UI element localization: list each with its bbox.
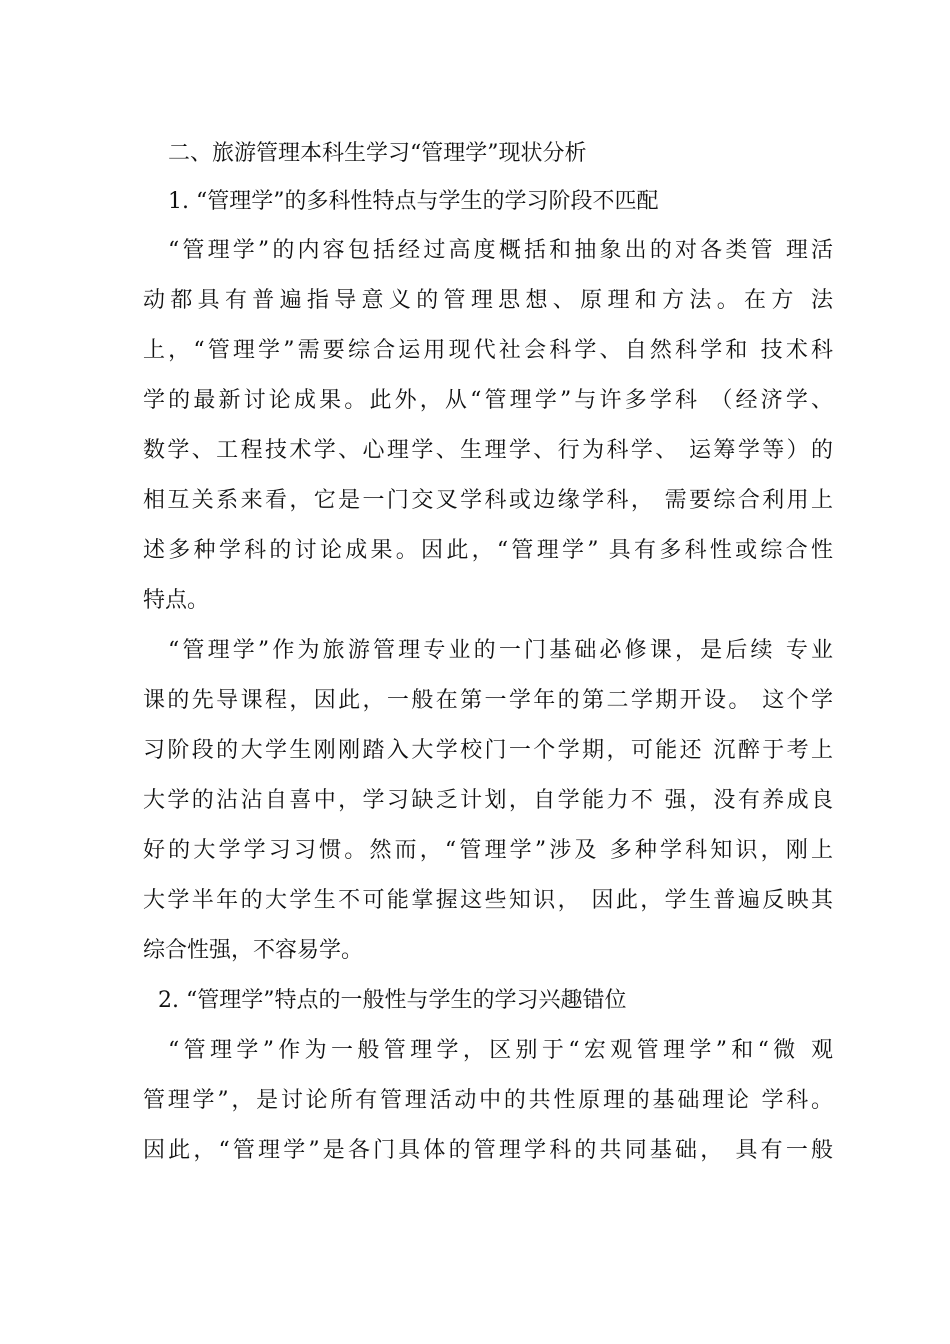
paragraph-2-line: 课的先导课程，因此，一般在第一学年的第二学期开设。 这个学 xyxy=(143,688,833,713)
paragraph-1-line: 动都具有普遍指导意义的管理思想、原理和方法。在方 法 xyxy=(143,288,833,313)
paragraph-1-line: 数学、工程技术学、心理学、生理学、行为科学、 运筹学等）的 xyxy=(143,438,833,463)
paragraph-1-line: 特点。 xyxy=(143,588,210,613)
paragraph-2-line: 综合性强，不容易学。 xyxy=(143,938,364,963)
paragraph-2-line: 大学的沾沾自喜中，学习缺乏计划，自学能力不 强，没有养成良 xyxy=(143,788,833,813)
subheading-1: 1. “管理学”的多科性特点与学生的学习阶段不匹配 xyxy=(168,189,659,214)
paragraph-2-line: 习阶段的大学生刚刚踏入大学校门一个学期，可能还 沉醉于考上 xyxy=(143,738,833,763)
paragraph-2-line: 大学半年的大学生不可能掌握这些知识， 因此，学生普遍反映其 xyxy=(143,888,833,913)
subheading-2: 2. “管理学”特点的一般性与学生的学习兴趣错位 xyxy=(158,988,627,1013)
paragraph-3-line: 因此，“管理学”是各门具体的管理学科的共同基础， 具有一般 xyxy=(143,1138,833,1163)
paragraph-1-line: “管理学”的内容包括经过高度概括和抽象出的对各类管 理活 xyxy=(168,238,833,263)
paragraph-2-line: “管理学”作为旅游管理专业的一门基础必修课，是后续 专业 xyxy=(168,638,833,663)
paragraph-3-line: “管理学”作为一般管理学，区别于“宏观管理学”和“微 观 xyxy=(168,1038,833,1063)
paragraph-1-line: 述多种学科的讨论成果。因此，“管理学” 具有多科性或综合性 xyxy=(143,538,833,563)
section-heading: 二、旅游管理本科生学习“管理学”现状分析 xyxy=(168,141,587,166)
paragraph-1-line: 学的最新讨论成果。此外，从“管理学”与许多学科 （经济学、 xyxy=(143,388,833,413)
paragraph-1-line: 相互关系来看，它是一门交叉学科或边缘学科， 需要综合利用上 xyxy=(143,488,833,513)
paragraph-3-line: 管理学”，是讨论所有管理活动中的共性原理的基础理论 学科。 xyxy=(143,1088,833,1113)
paragraph-2-line: 好的大学学习习惯。然而，“管理学”涉及 多种学科知识，刚上 xyxy=(143,838,833,863)
paragraph-1-line: 上，“管理学”需要综合运用现代社会科学、自然科学和 技术科 xyxy=(143,338,833,363)
